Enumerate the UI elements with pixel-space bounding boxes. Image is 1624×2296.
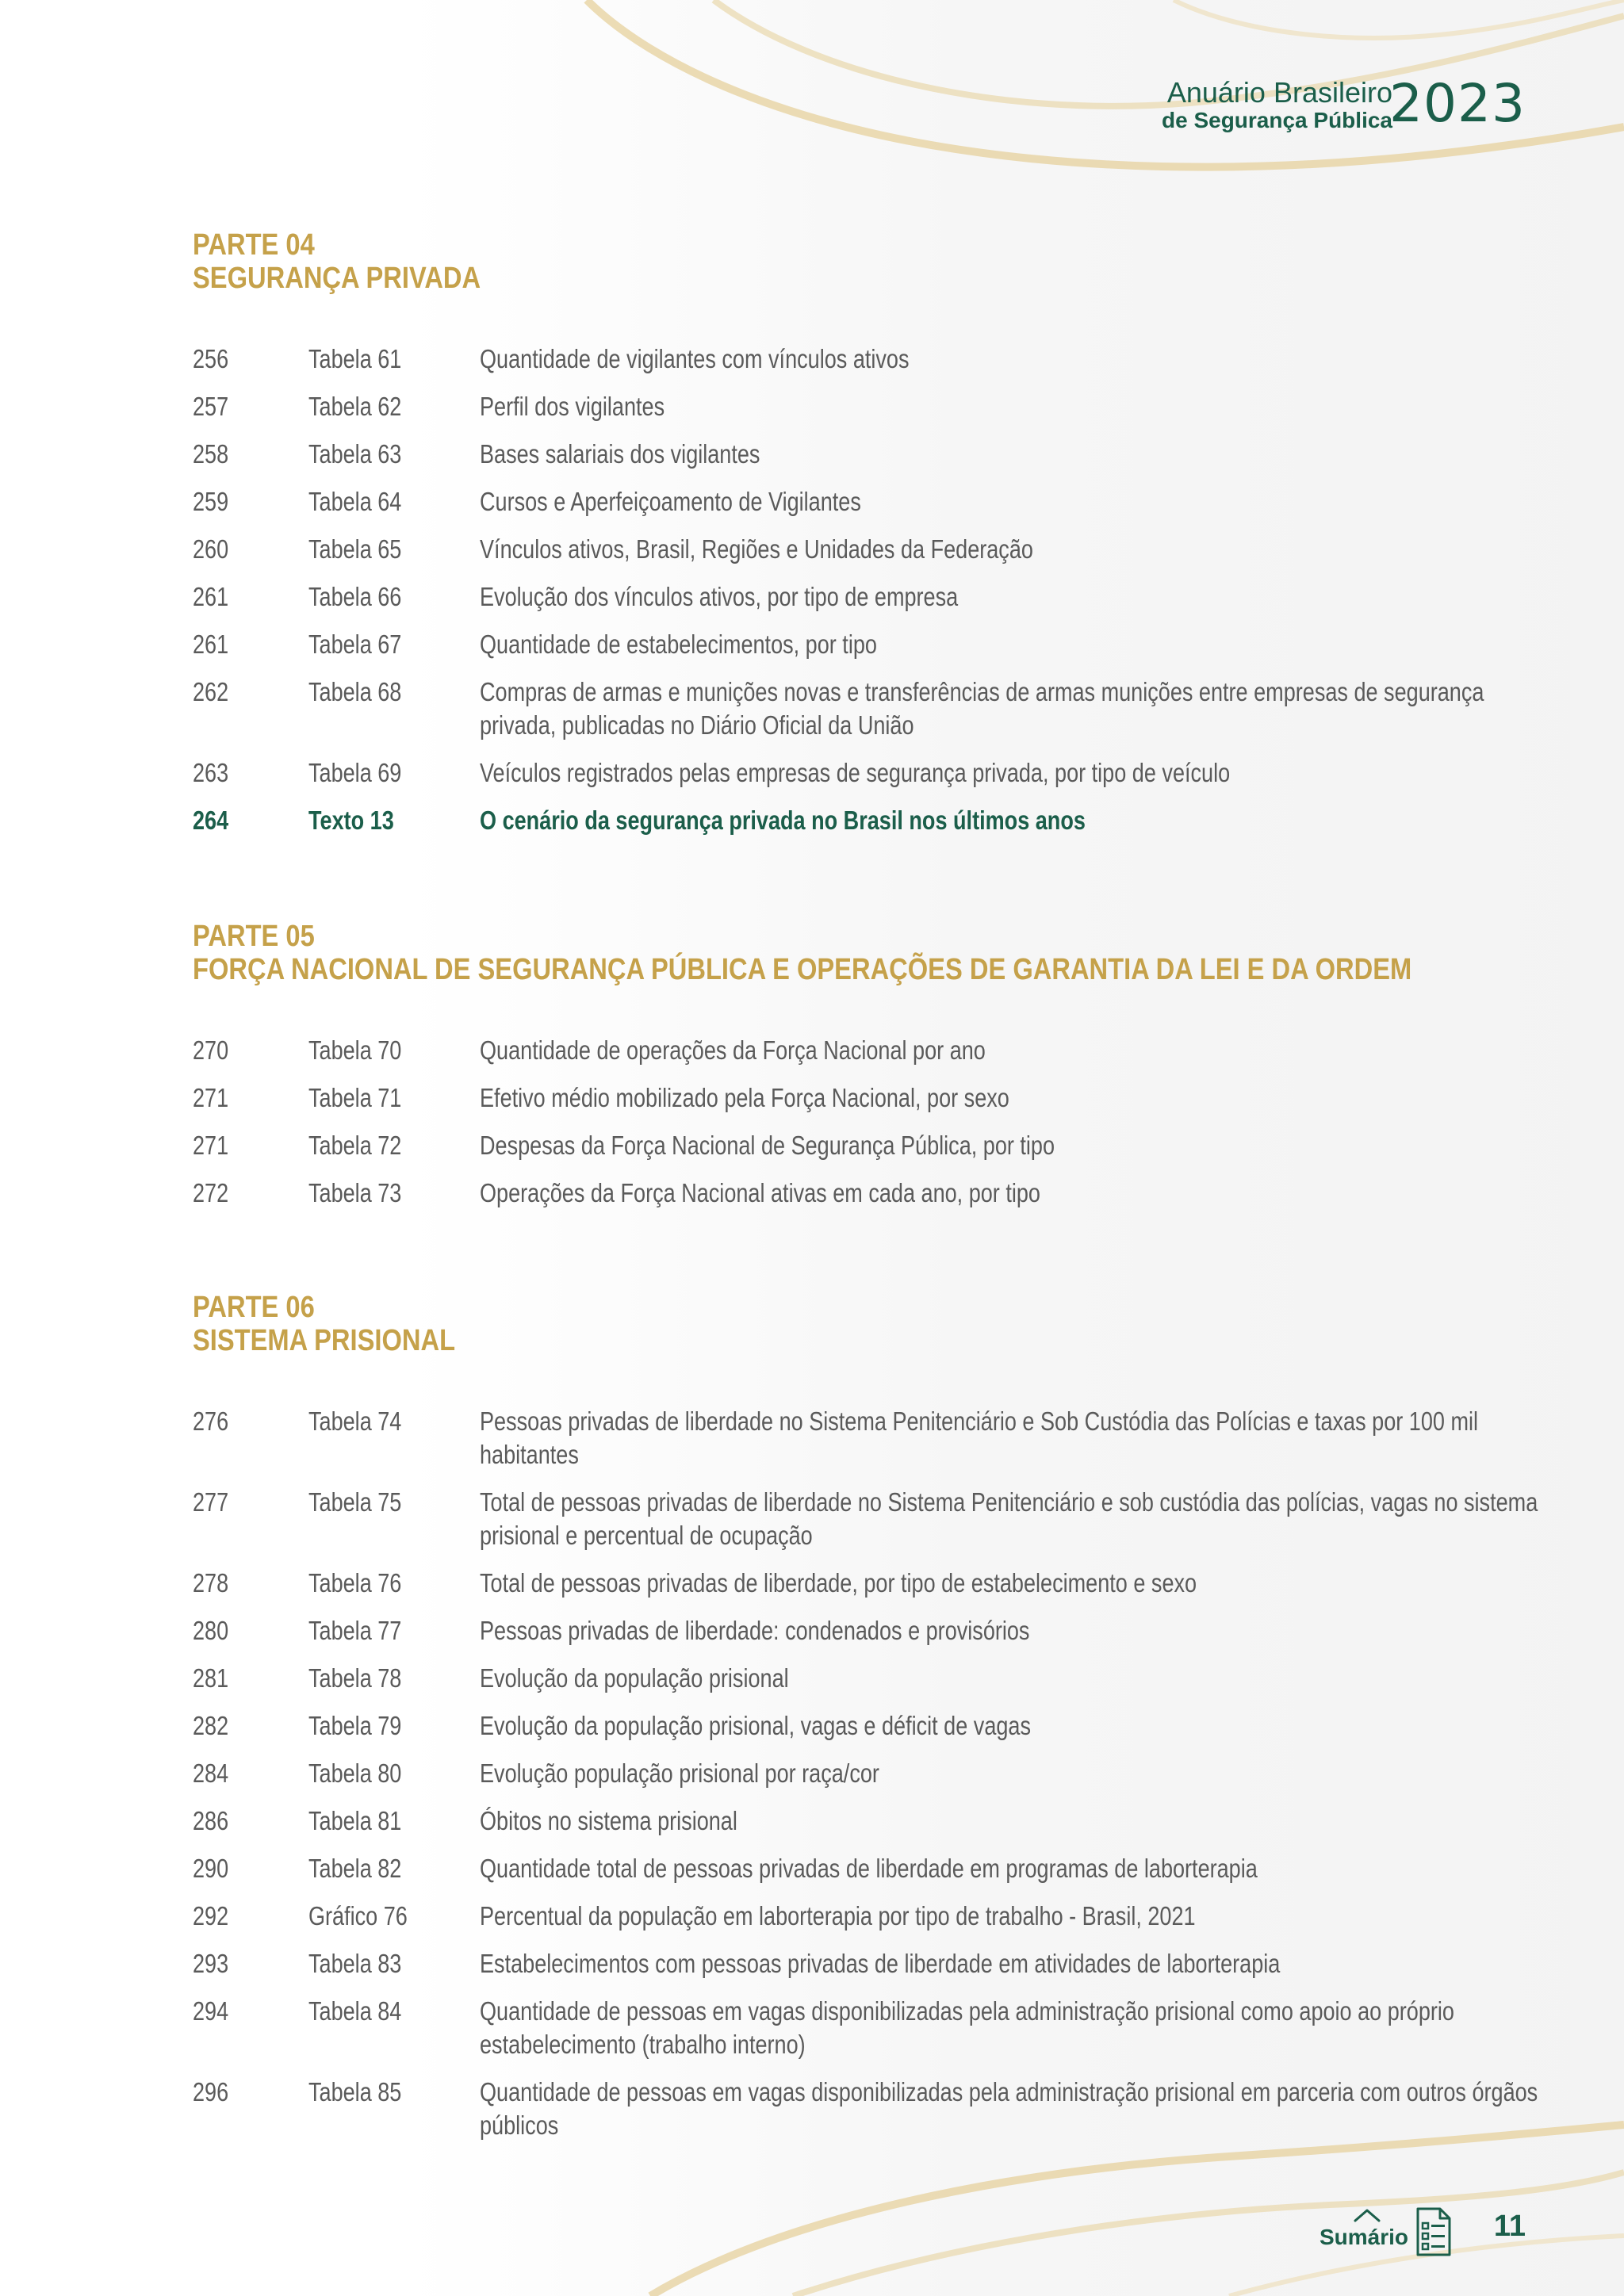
toc-page-number: 262	[193, 677, 229, 706]
toc-row[interactable]	[193, 485, 1541, 519]
part-title: SEGURANÇA PRIVADA	[193, 262, 481, 295]
toc-page-number: 263	[193, 758, 229, 787]
toc-description: Pessoas privadas de liberdade no Sistema Penitenciário e Sob Custódia das Polícias e taxas por 100 mil habitantes	[480, 1406, 1479, 1469]
toc-row[interactable]	[193, 342, 1541, 376]
toc-description: Total de pessoas privadas de liberdade, por tipo de estabelecimento e sexo	[480, 1568, 1197, 1598]
toc-reference: Tabela 69	[308, 758, 402, 787]
toc-description: O cenário da segurança privada no Brasil nos últimos anos	[480, 806, 1086, 835]
toc-row[interactable]	[193, 1177, 1541, 1210]
toc-reference: Tabela 67	[308, 629, 402, 659]
toc-list	[193, 1405, 1541, 2142]
toc-reference: Tabela 71	[308, 1083, 402, 1112]
toc-row[interactable]	[193, 1034, 1541, 1067]
toc-row[interactable]	[193, 580, 1541, 614]
toc-page-number: 276	[193, 1406, 229, 1436]
sumario-label: Sumário	[1319, 2225, 1408, 2249]
toc-row[interactable]	[193, 756, 1541, 790]
chevron-up-icon	[1353, 2207, 1381, 2223]
toc-row[interactable]	[193, 1852, 1541, 1885]
section-parte-04	[193, 228, 1541, 851]
toc-description: Quantidade de pessoas em vagas disponibilizadas pela administração prisional como apoio ao próprio estabelecimento (trabalho interno)	[480, 1996, 1454, 2059]
page-number: 11	[1493, 2210, 1526, 2243]
toc-reference: Tabela 70	[308, 1035, 402, 1065]
toc-row[interactable]	[193, 1900, 1541, 1933]
brand-title: Anuário Brasileiro	[1166, 76, 1392, 109]
brand-year: 2023	[1389, 73, 1526, 134]
toc-reference: Tabela 81	[308, 1806, 402, 1835]
toc-page-number: 290	[193, 1854, 229, 1883]
toc-description: Percentual da população em laborterapia por tipo de trabalho - Brasil, 2021	[480, 1901, 1196, 1931]
toc-description: Operações da Força Nacional ativas em cada ano, por tipo	[480, 1178, 1040, 1207]
toc-row[interactable]	[193, 533, 1541, 566]
toc-page-number: 259	[193, 487, 229, 516]
toc-description: Quantidade de pessoas em vagas disponibilizadas pela administração prisional em parceria com outros órgãos públicos	[480, 2077, 1538, 2140]
toc-reference: Tabela 65	[308, 534, 402, 564]
toc-page-number: 281	[193, 1663, 229, 1693]
toc-reference: Tabela 85	[308, 2077, 402, 2107]
toc-row[interactable]	[193, 390, 1541, 423]
toc-page-number: 264	[193, 806, 229, 835]
brand-subtitle: de Segurança Pública	[1162, 108, 1392, 132]
toc-reference: Tabela 72	[308, 1131, 402, 1160]
toc-row[interactable]	[193, 1947, 1541, 1980]
toc-page-number: 271	[193, 1083, 229, 1112]
toc-reference: Tabela 84	[308, 1996, 402, 2026]
toc-reference: Tabela 74	[308, 1406, 402, 1436]
toc-row-highlighted[interactable]	[193, 804, 1541, 837]
toc-page-number: 296	[193, 2077, 229, 2107]
toc-description: Evolução população prisional por raça/cor	[480, 1758, 879, 1788]
toc-row[interactable]	[193, 675, 1541, 742]
toc-reference: Tabela 68	[308, 677, 402, 706]
toc-page-number: 257	[193, 392, 229, 421]
toc-page-number: 284	[193, 1758, 229, 1788]
toc-reference: Tabela 80	[308, 1758, 402, 1788]
toc-page-number: 278	[193, 1568, 229, 1598]
toc-reference: Tabela 75	[308, 1487, 402, 1517]
toc-description: Quantidade de vigilantes com vínculos ativos	[480, 344, 910, 373]
toc-page-number: 258	[193, 439, 229, 469]
toc-page-number: 282	[193, 1711, 229, 1740]
toc-page-number: 280	[193, 1616, 229, 1645]
toc-row[interactable]	[193, 1567, 1541, 1600]
toc-list	[193, 1034, 1541, 1210]
toc-row[interactable]	[193, 628, 1541, 661]
toc-reference: Tabela 63	[308, 439, 402, 469]
toc-reference: Tabela 62	[308, 392, 402, 421]
toc-page-number: 293	[193, 1949, 229, 1978]
toc-list	[193, 342, 1541, 837]
toc-row[interactable]	[193, 1081, 1541, 1115]
toc-reference: Gráfico 76	[308, 1901, 408, 1931]
toc-description: Pessoas privadas de liberdade: condenados e provisórios	[480, 1616, 1030, 1645]
toc-page-number: 261	[193, 629, 229, 659]
toc-description: Evolução da população prisional, vagas e déficit de vagas	[480, 1711, 1032, 1740]
toc-page-number: 260	[193, 534, 229, 564]
part-label: PARTE 06	[193, 1291, 315, 1324]
toc-description: Bases salariais dos vigilantes	[480, 439, 760, 469]
toc-page-number: 294	[193, 1996, 229, 2026]
toc-reference: Tabela 76	[308, 1568, 402, 1598]
toc-row[interactable]	[193, 1995, 1541, 2061]
toc-page-number: 256	[193, 344, 229, 373]
toc-page-number: 292	[193, 1901, 229, 1931]
part-label: PARTE 05	[193, 920, 315, 953]
toc-description: Evolução dos vínculos ativos, por tipo de empresa	[480, 582, 959, 611]
toc-row[interactable]	[193, 1757, 1541, 1790]
toc-page-number: 286	[193, 1806, 229, 1835]
toc-reference: Tabela 79	[308, 1711, 402, 1740]
toc-page-number: 261	[193, 582, 229, 611]
toc-description: Evolução da população prisional	[480, 1663, 789, 1693]
toc-reference: Tabela 82	[308, 1854, 402, 1883]
toc-description: Efetivo médio mobilizado pela Força Nacional, por sexo	[480, 1083, 1009, 1112]
toc-page-number: 271	[193, 1131, 229, 1160]
toc-description: Perfil dos vigilantes	[480, 392, 665, 421]
toc-reference: Tabela 83	[308, 1949, 402, 1978]
part-label: PARTE 04	[193, 228, 315, 262]
toc-row[interactable]	[193, 1486, 1541, 1552]
toc-page-number: 270	[193, 1035, 229, 1065]
toc-reference: Tabela 77	[308, 1616, 402, 1645]
toc-description: Óbitos no sistema prisional	[480, 1806, 737, 1835]
toc-reference: Tabela 78	[308, 1663, 402, 1693]
toc-description: Quantidade de estabelecimentos, por tipo	[480, 629, 877, 659]
toc-page-number: 277	[193, 1487, 229, 1517]
toc-reference: Tabela 61	[308, 344, 402, 373]
toc-row[interactable]	[193, 438, 1541, 471]
toc-reference: Texto 13	[308, 806, 394, 835]
toc-description: Compras de armas e munições novas e transferências de armas munições entre empresas de segurança privada, publicadas no Diário Oficial da União	[480, 677, 1484, 740]
section-parte-05	[193, 920, 1541, 1224]
part-title: FORÇA NACIONAL DE SEGURANÇA PÚBLICA E OPERAÇÕES DE GARANTIA DA LEI E DA ORDEM	[193, 953, 1412, 986]
part-title: SISTEMA PRISIONAL	[193, 1324, 456, 1357]
toc-description: Despesas da Força Nacional de Segurança Pública, por tipo	[480, 1131, 1055, 1160]
toc-description: Vínculos ativos, Brasil, Regiões e Unidades da Federação	[480, 534, 1033, 564]
toc-reference: Tabela 66	[308, 582, 402, 611]
toc-page-number: 272	[193, 1178, 229, 1207]
toc-reference: Tabela 64	[308, 487, 402, 516]
section-parte-06	[193, 1291, 1541, 2156]
toc-row[interactable]	[193, 1804, 1541, 1838]
toc-row[interactable]	[193, 1662, 1541, 1695]
toc-description: Estabelecimentos com pessoas privadas de liberdade em atividades de laborterapia	[480, 1949, 1281, 1978]
toc-description: Veículos registrados pelas empresas de segurança privada, por tipo de veículo	[480, 758, 1231, 787]
toc-row[interactable]	[193, 1709, 1541, 1743]
toc-description: Quantidade total de pessoas privadas de liberdade em programas de laborterapia	[480, 1854, 1258, 1883]
toc-row[interactable]	[193, 1129, 1541, 1162]
toc-description: Cursos e Aperfeiçoamento de Vigilantes	[480, 487, 861, 516]
toc-description: Quantidade de operações da Força Nacional por ano	[480, 1035, 986, 1065]
toc-row[interactable]	[193, 2076, 1541, 2142]
document-list-icon	[1415, 2206, 1453, 2258]
toc-description: Total de pessoas privadas de liberdade no Sistema Penitenciário e sob custódia das polícias, vagas no sistema prisional e percentual de ocupação	[480, 1487, 1538, 1550]
toc-reference: Tabela 73	[308, 1178, 402, 1207]
toc-row[interactable]	[193, 1614, 1541, 1647]
toc-row[interactable]	[193, 1405, 1541, 1471]
